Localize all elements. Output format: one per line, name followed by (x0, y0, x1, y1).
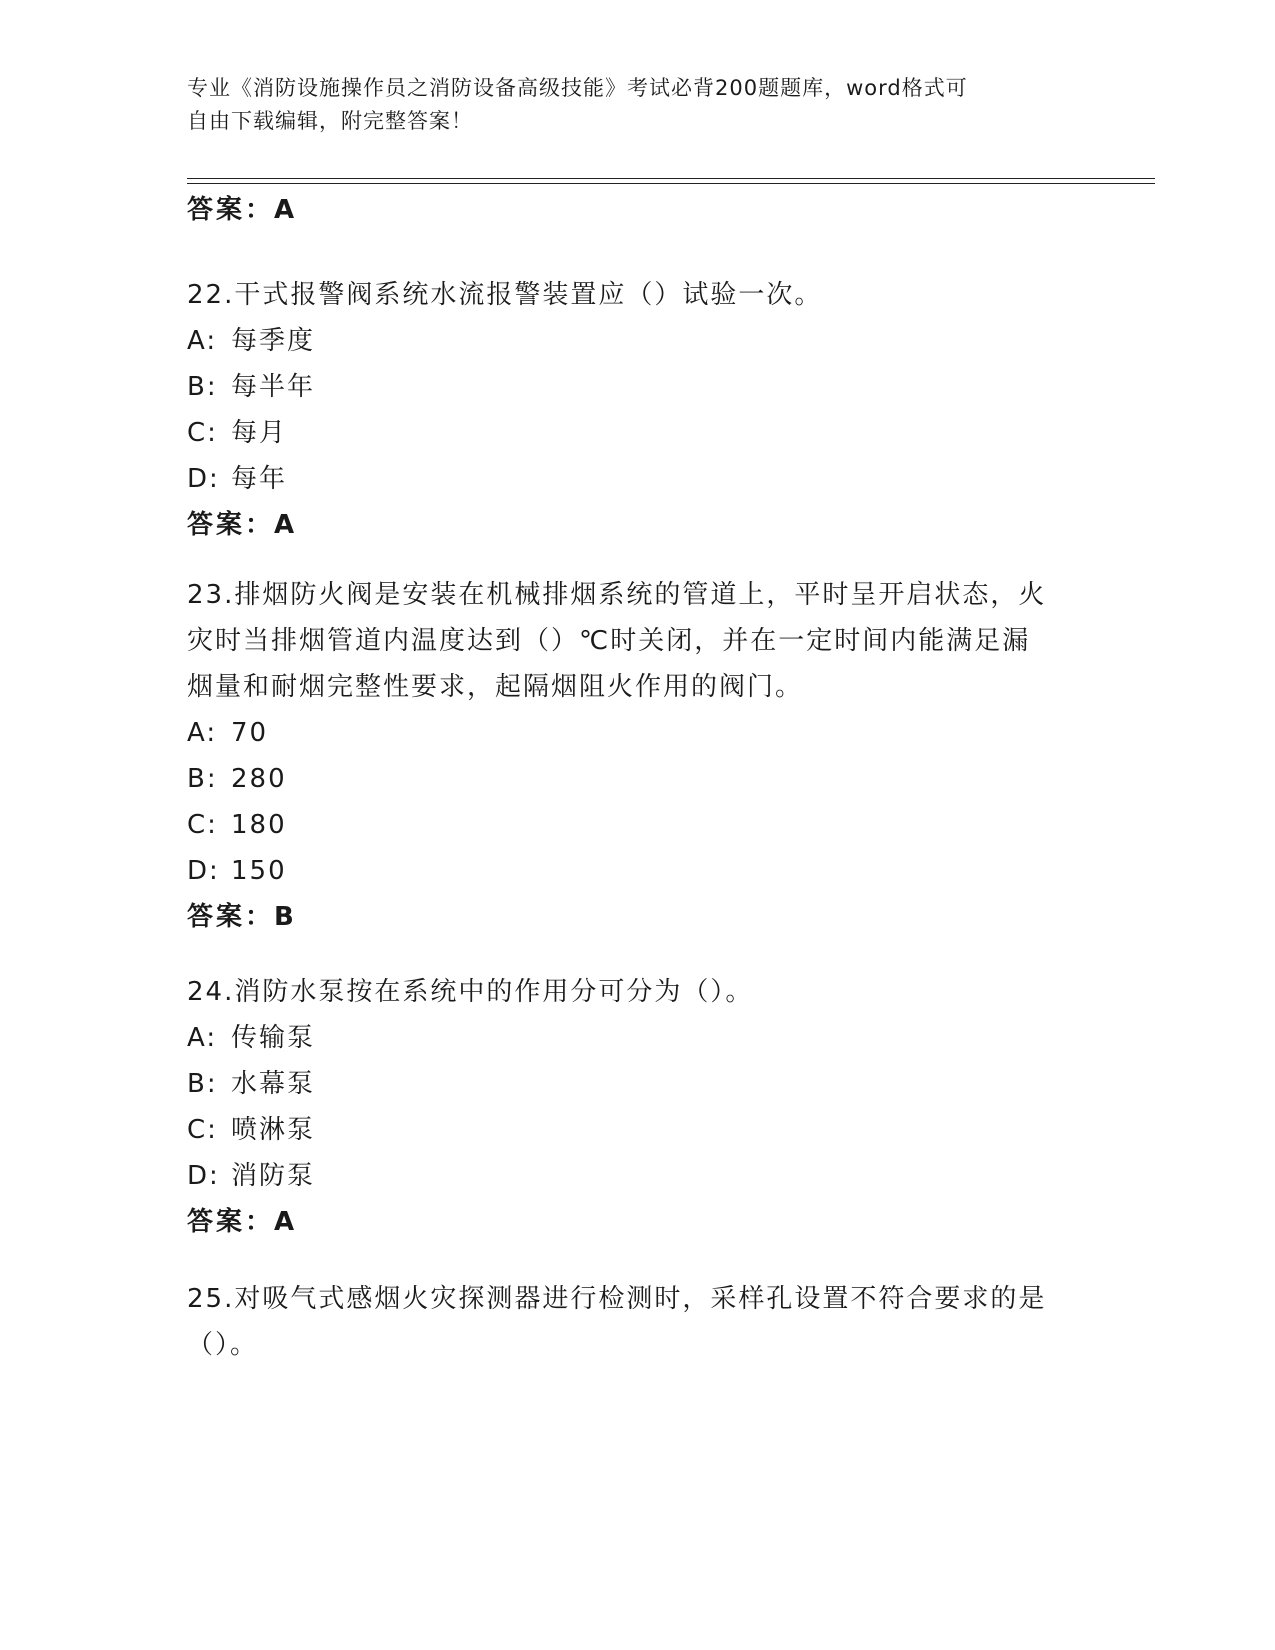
header-divider-top (187, 178, 1155, 179)
option-text: 180 (231, 810, 287, 840)
option-label: B: (187, 1069, 218, 1099)
option-a (187, 710, 1087, 756)
option-label: D: (187, 1161, 220, 1191)
header-line-1: 专业《消防设施操作员之消防设备高级技能》考试必背200题题库，word格式可 (187, 76, 968, 100)
option-text: 每半年 (231, 372, 316, 402)
option-text: 每年 (231, 464, 288, 494)
question-22 (187, 272, 1087, 548)
question-stem-line-3: 烟量和耐烟完整性要求，起隔烟阻火作用的阀门。 (187, 672, 804, 702)
option-label: D: (187, 856, 220, 886)
option-text: 传输泵 (231, 1023, 316, 1053)
header-divider-bottom (187, 183, 1155, 184)
option-c (187, 410, 1087, 456)
answer-label: 答案：B (187, 902, 297, 932)
option-text: 水幕泵 (231, 1069, 316, 1099)
option-label: C: (187, 1115, 218, 1145)
question-23 (187, 572, 1087, 940)
answer-label: 答案：A (187, 195, 298, 225)
question-stem-line-2: 灾时当排烟管道内温度达到（）℃时关闭，并在一定时间内能满足漏 (187, 626, 1031, 656)
option-text: 280 (231, 764, 287, 794)
option-label: A: (187, 718, 218, 748)
option-text: 每季度 (231, 326, 316, 356)
option-text: 消防泵 (231, 1161, 316, 1191)
option-b (187, 364, 1087, 410)
option-d (187, 1153, 1087, 1199)
option-label: A: (187, 1023, 218, 1053)
option-label: B: (187, 372, 218, 402)
question-25 (187, 1276, 1087, 1368)
previous-answer-block (187, 187, 1087, 233)
question-24 (187, 969, 1087, 1245)
question-stem-line-1: 23.排烟防火阀是安装在机械排烟系统的管道上，平时呈开启状态，火 (187, 580, 1047, 610)
question-stem: 24.消防水泵按在系统中的作用分可分为（）。 (187, 977, 754, 1007)
option-label: C: (187, 418, 218, 448)
option-a (187, 318, 1087, 364)
option-b (187, 1061, 1087, 1107)
question-stem-line-2: （）。 (187, 1330, 259, 1360)
option-text: 150 (231, 856, 287, 886)
question-stem: 22.干式报警阀系统水流报警装置应（）试验一次。 (187, 280, 823, 310)
option-a (187, 1015, 1087, 1061)
header-line-2: 自由下载编辑，附完整答案！ (187, 109, 473, 133)
answer-label: 答案：A (187, 510, 298, 540)
option-d (187, 456, 1087, 502)
option-text: 喷淋泵 (231, 1115, 316, 1145)
option-c (187, 1107, 1087, 1153)
option-label: D: (187, 464, 220, 494)
option-d (187, 848, 1087, 894)
option-c (187, 802, 1087, 848)
option-label: B: (187, 764, 218, 794)
option-label: C: (187, 810, 218, 840)
question-stem-line-1: 25.对吸气式感烟火灾探测器进行检测时，采样孔设置不符合要求的是 (187, 1284, 1047, 1314)
option-b (187, 756, 1087, 802)
option-label: A: (187, 326, 218, 356)
document-header (187, 72, 1067, 138)
option-text: 每月 (231, 418, 288, 448)
option-text: 70 (231, 718, 269, 748)
answer-label: 答案：A (187, 1207, 298, 1237)
